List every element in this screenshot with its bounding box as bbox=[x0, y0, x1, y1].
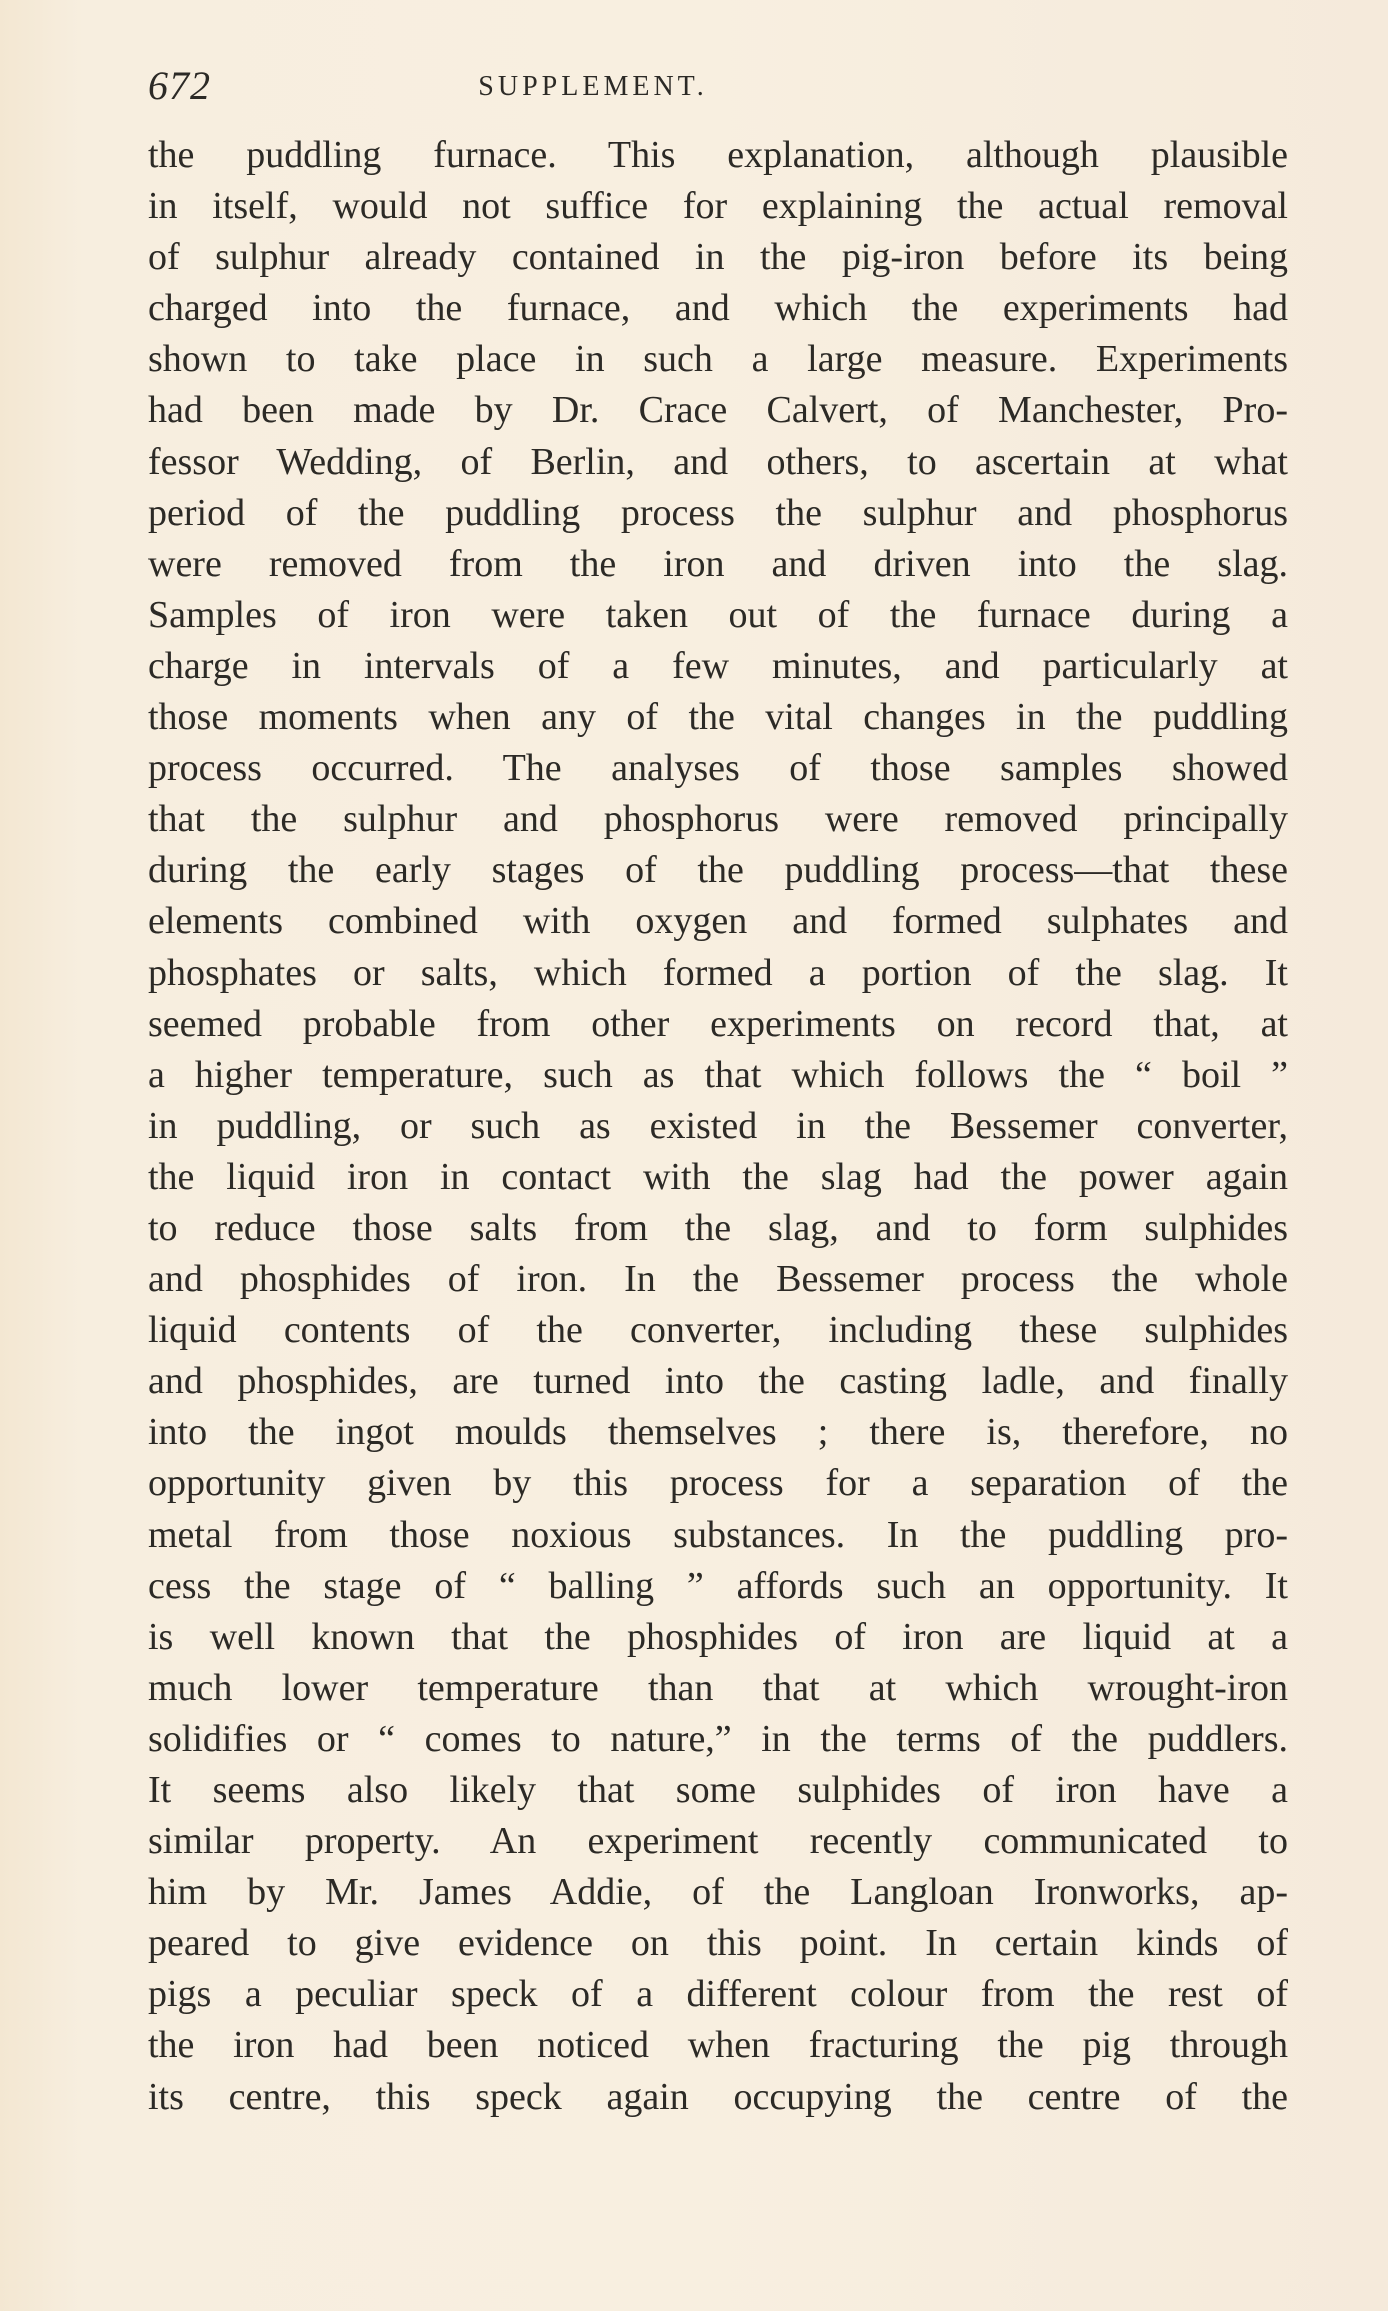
text-line: in itself, would not suffice for explaining the actual removal bbox=[148, 185, 1288, 228]
text-line: the liquid iron in contact with the slag had the power again bbox=[148, 1155, 1288, 1198]
text-line: that the sulphur and phosphorus were removed principally bbox=[148, 798, 1288, 841]
text-line: similar property. An experiment recently communicated to bbox=[148, 1820, 1288, 1863]
text-line: Samples of iron were taken out of the furnace during a bbox=[148, 593, 1288, 636]
running-head bbox=[148, 56, 1288, 116]
text-line: metal from those noxious substances. In the puddling pro- bbox=[148, 1513, 1288, 1556]
text-line: in puddling, or such as existed in the Bessemer converter, bbox=[148, 1104, 1288, 1147]
running-title: SUPPLEMENT. bbox=[478, 71, 708, 102]
text-line: process occurred. The analyses of those samples showed bbox=[148, 747, 1288, 790]
text-line: It seems also likely that some sulphides of iron have a bbox=[148, 1769, 1288, 1811]
text-line: charged into the furnace, and which the experiments had bbox=[148, 287, 1288, 330]
body-text bbox=[148, 130, 1288, 2123]
page-number: 672 bbox=[148, 63, 211, 108]
text-line: and phosphides, are turned into the casting ladle, and finally bbox=[148, 1360, 1288, 1403]
text-line: cess the stage of “ balling ” affords such an opportunity. It bbox=[148, 1564, 1288, 1607]
text-line: period of the puddling process the sulphur and phosphorus bbox=[148, 491, 1288, 534]
text-line: during the early stages of the puddling process—that these bbox=[148, 849, 1288, 892]
text-line: had been made by Dr. Crace Calvert, of Manchester, Pro- bbox=[148, 389, 1288, 432]
text-line: solidifies or “ comes to nature,” in the terms of the puddlers. bbox=[148, 1717, 1288, 1760]
text-line: and phosphides of iron. In the Bessemer process the whole bbox=[148, 1258, 1288, 1301]
text-line: opportunity given by this process for a separation of the bbox=[148, 1462, 1288, 1505]
text-line: its centre, this speck again occupying the centre of the bbox=[148, 2075, 1288, 2118]
text-line: to reduce those salts from the slag, and to form sulphides bbox=[148, 1206, 1288, 1249]
text-line: seemed probable from other experiments on record that, at bbox=[148, 1002, 1288, 1045]
text-line: liquid contents of the converter, including these sulphides bbox=[148, 1309, 1288, 1352]
text-line: fessor Wedding, of Berlin, and others, to ascertain at what bbox=[148, 440, 1288, 483]
text-line: much lower temperature than that at which wrought-iron bbox=[148, 1666, 1288, 1709]
text-line: him by Mr. James Addie, of the Langloan Ironworks, ap- bbox=[148, 1871, 1288, 1914]
text-line: elements combined with oxygen and formed sulphates and bbox=[148, 900, 1288, 943]
text-line: pigs a peculiar speck of a different colour from the rest of bbox=[148, 1973, 1288, 2016]
text-line: is well known that the phosphides of iron are liquid at a bbox=[148, 1615, 1288, 1658]
text-line: were removed from the iron and driven into the slag. bbox=[148, 542, 1288, 585]
text-line: a higher temperature, such as that which follows the “ boil ” bbox=[148, 1053, 1288, 1096]
text-line: charge in intervals of a few minutes, and particularly at bbox=[148, 644, 1288, 687]
text-line: the iron had been noticed when fracturing the pig through bbox=[148, 2024, 1288, 2067]
text-line: phosphates or salts, which formed a portion of the slag. It bbox=[148, 951, 1288, 994]
text-line: the puddling furnace. This explanation, although plausible bbox=[148, 134, 1288, 176]
text-line: peared to give evidence on this point. In certain kinds of bbox=[148, 1922, 1288, 1965]
text-line: shown to take place in such a large measure. Experiments bbox=[148, 338, 1288, 381]
text-line: those moments when any of the vital changes in the puddling bbox=[148, 696, 1288, 739]
text-line: into the ingot moulds themselves ; there is, therefore, no bbox=[148, 1411, 1288, 1454]
text-line: of sulphur already contained in the pig-iron before its being bbox=[148, 236, 1288, 279]
